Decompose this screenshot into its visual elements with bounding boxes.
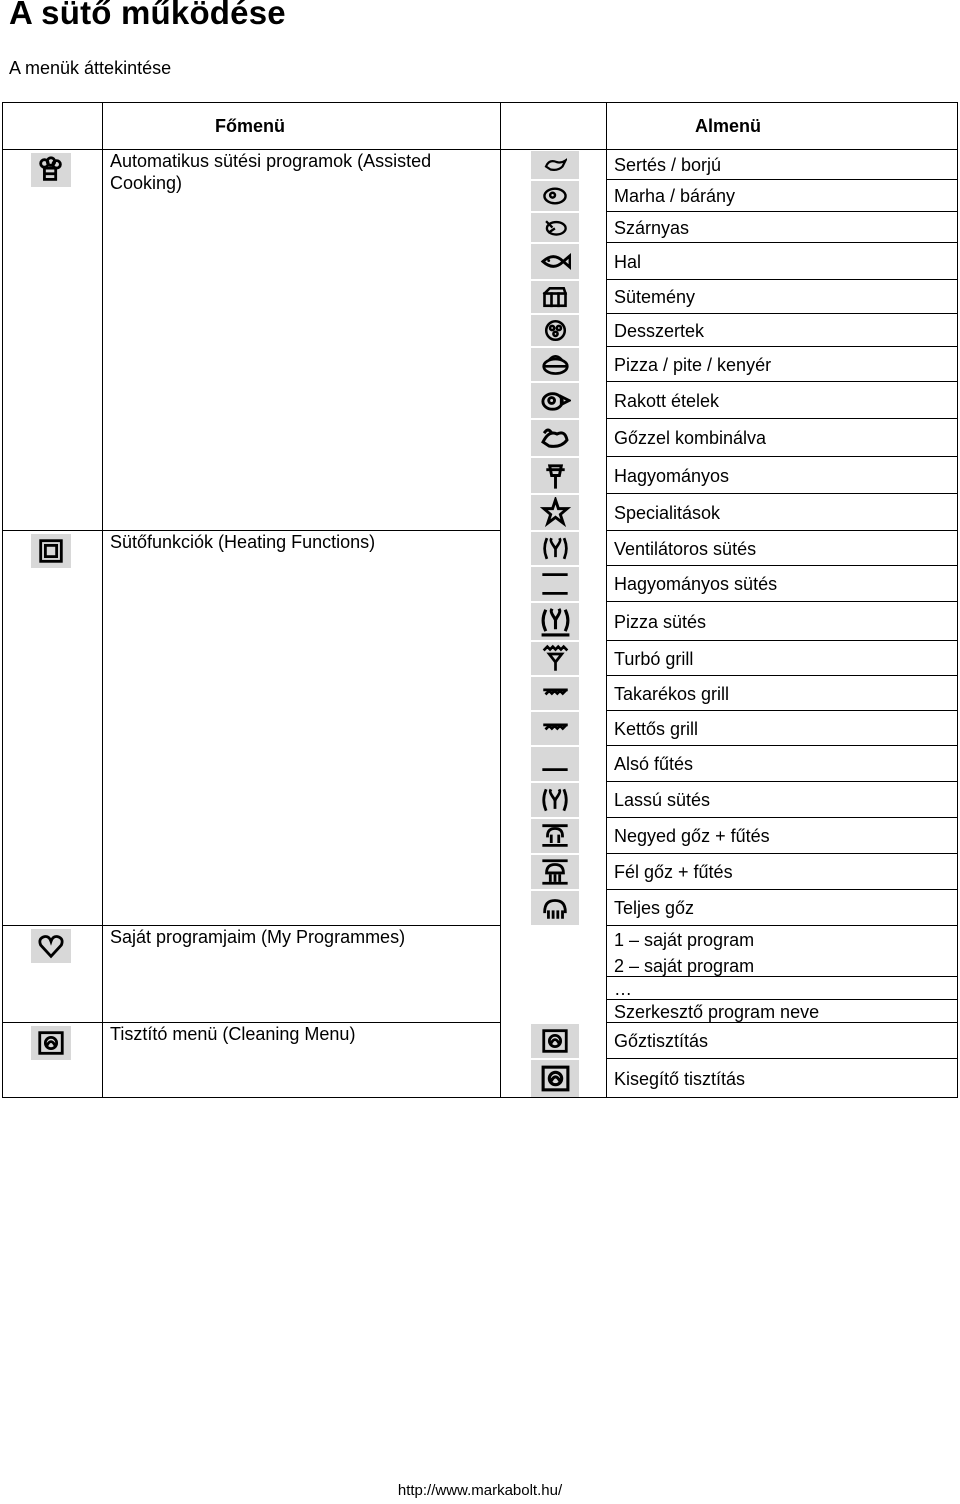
column-divider [606,103,607,1097]
specialities-icon [531,495,579,530]
submenu-item[interactable]: Takarékos grill [614,684,730,704]
dessert-icon [531,315,579,346]
sub-row-divider [607,242,957,243]
submenu-item[interactable]: Lassú sütés [614,790,711,810]
submenu-item[interactable]: Kettős grill [614,719,699,739]
sub-row-divider [607,675,957,676]
half-steam-icon [531,855,579,889]
sub-row-divider [607,889,957,890]
sub-row-divider [607,1058,957,1059]
submenu-item[interactable]: Specialitások [614,503,721,523]
sub-row-divider [607,745,957,746]
page-title: A sütő működése [9,0,286,31]
beef-icon [531,181,579,211]
traditional-icon [531,458,579,493]
dual-grill-icon [531,712,579,745]
bottom-heat-icon [531,747,579,781]
submenu-item[interactable]: Gőztisztítás [614,1031,709,1051]
column-divider [102,103,103,1097]
steam-clean-icon [531,1024,579,1058]
header-submenu: Almenü [695,116,762,136]
chef-hat-icon [31,153,71,187]
main-menu-label[interactable]: Tisztító menü (Cleaning Menu) [110,1024,356,1044]
sub-row-divider [607,179,957,180]
submenu-item[interactable]: 1 – saját program [614,930,755,950]
full-steam-icon [531,891,579,925]
main-menu-label[interactable]: Automatikus sütési programok (Assisted Cooking) [110,151,432,193]
submenu-item[interactable]: … [614,979,632,999]
oven-icon [31,534,71,568]
top-bottom-heat-icon [531,567,579,601]
sub-row-divider [607,456,957,457]
sub-row-divider [607,418,957,419]
submenu-item[interactable]: Hagyományos sütés [614,574,778,594]
sub-row-divider [607,781,957,782]
page-subtitle: A menük áttekintése [9,58,172,78]
submenu-item[interactable]: Alsó fűtés [614,754,694,774]
submenu-item[interactable]: Desszertek [614,321,705,341]
submenu-item[interactable]: Pizza sütés [614,612,707,632]
sub-row-divider [607,710,957,711]
sub-row-divider [607,381,957,382]
sub-row-divider [607,565,957,566]
pizza-setting-icon [531,603,579,640]
main-menu-label[interactable]: Sütőfunkciók (Heating Functions) [110,532,376,552]
pizza-icon [531,348,579,381]
submenu-item[interactable]: Turbó grill [614,649,694,669]
sub-row-divider [607,493,957,494]
assist-clean-icon [531,1060,579,1097]
sub-row-divider [607,279,957,280]
submenu-item[interactable]: Sertés / borjú [614,155,722,175]
cake-icon [531,281,579,313]
sub-row-divider [607,925,957,926]
submenu-item[interactable]: Szerkesztő program neve [614,1002,820,1022]
sub-row-divider [607,640,957,641]
column-divider [500,103,501,1097]
sub-row-divider [607,601,957,602]
submenu-item[interactable]: 2 – saját program [614,956,755,976]
sub-row-divider [607,853,957,854]
submenu-item[interactable]: Rakott ételek [614,391,720,411]
casserole-icon [531,383,579,418]
pork-icon [531,151,579,179]
fan-icon [531,532,579,565]
steam-combined-icon [531,420,579,456]
sub-row-divider [607,346,957,347]
fish-icon [531,244,579,279]
submenu-item[interactable]: Hal [614,252,642,272]
quarter-steam-icon [531,819,579,853]
cleaning-icon [31,1026,71,1060]
header-main-menu: Főmenü [215,116,285,136]
submenu-item[interactable]: Kisegítő tisztítás [614,1069,746,1089]
submenu-item[interactable]: Marha / bárány [614,186,736,206]
turbo-grill-icon [531,642,579,675]
menu-table [2,102,958,1098]
submenu-item[interactable]: Pizza / pite / kenyér [614,355,772,375]
submenu-item[interactable]: Gőzzel kombinálva [614,428,767,448]
submenu-item[interactable]: Szárnyas [614,218,690,238]
submenu-item[interactable]: Ventilátoros sütés [614,539,757,559]
submenu-item[interactable]: Fél gőz + fűtés [614,862,733,882]
submenu-item[interactable]: Teljes gőz [614,898,695,918]
submenu-item[interactable]: Sütemény [614,287,696,307]
sub-row-divider [607,313,957,314]
submenu-item[interactable]: Hagyományos [614,466,730,486]
eco-grill-icon [531,677,579,710]
footer-url[interactable]: http://www.markabolt.hu/ [397,1482,563,1499]
slow-cook-icon [531,783,579,817]
main-menu-label[interactable]: Saját programjaim (My Programmes) [110,927,406,947]
sub-row-divider [607,211,957,212]
submenu-item[interactable]: Negyed gőz + fűtés [614,826,770,846]
sub-row-divider [607,999,957,1000]
heart-icon [31,929,71,963]
sub-row-divider [607,530,957,531]
poultry-icon [531,213,579,242]
sub-row-divider [607,817,957,818]
